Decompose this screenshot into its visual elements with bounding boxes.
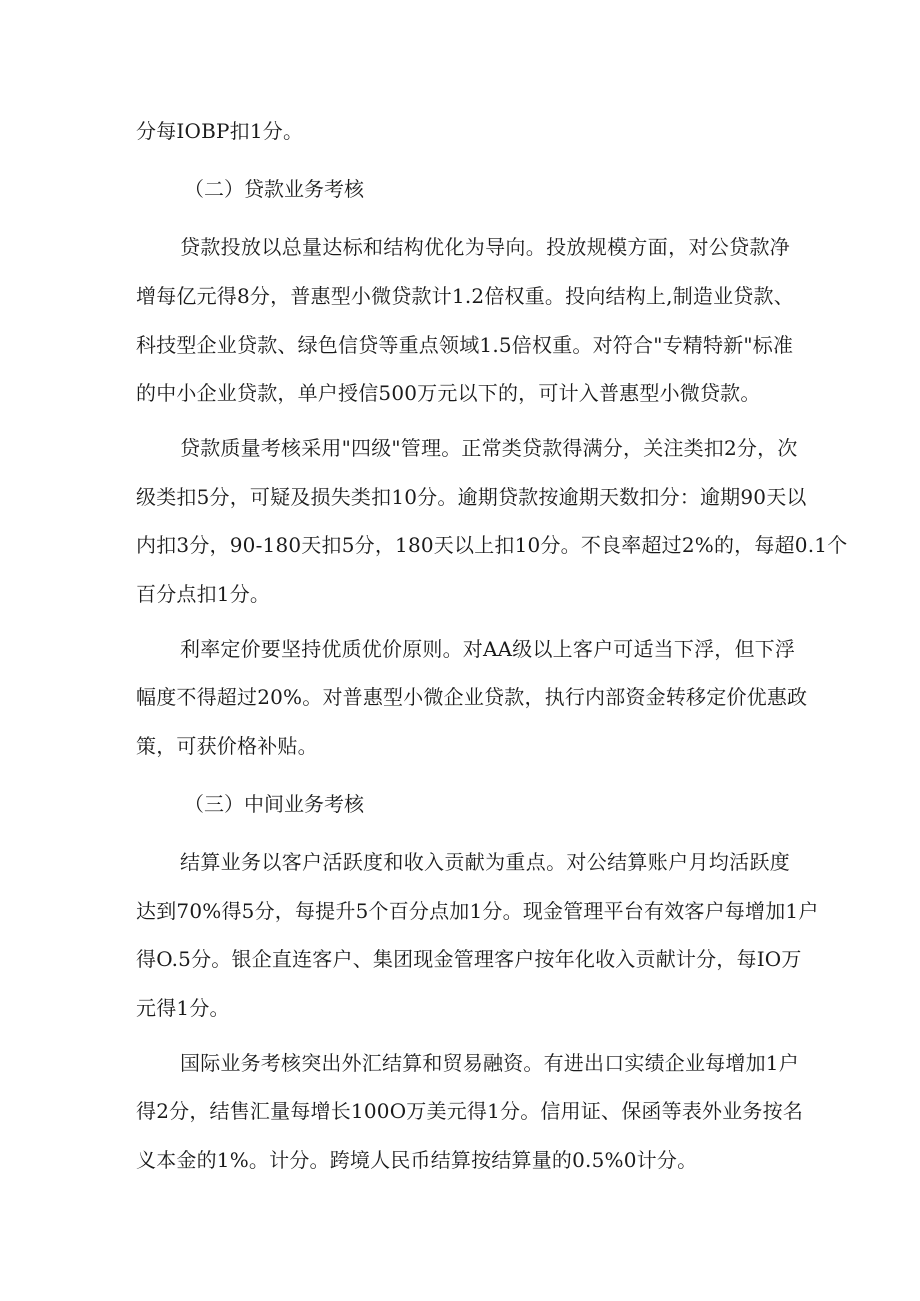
paragraph-line: 元得1分。 xyxy=(136,996,230,1020)
paragraph-line: 义本金的1%。计分。跨境人民币结算按结算量的0.5%0计分。 xyxy=(136,1148,698,1172)
paragraph-line: 结算业务以客户活跃度和收入贡献为重点。对公结算账户月均活跃度 xyxy=(180,850,790,874)
paragraph-line: 幅度不得超过20%。对普惠型小微企业贷款，执行内部资金转移定价优惠政 xyxy=(136,685,808,709)
paragraph-line: 内扣3分，90-180天扣5分，180天以上扣10分。不良率超过2%的，每超0.1个 xyxy=(136,533,848,557)
paragraph-line: 贷款投放以总量达标和结构优化为导向。投放规模方面，对公贷款净 xyxy=(180,235,790,259)
paragraph-line: 级类扣5分，可疑及损失类扣10分。逾期贷款按逾期天数扣分：逾期90天以 xyxy=(136,485,807,509)
paragraph-line: 达到70%得5分，每提升5个百分点加1分。现金管理平台有效客户每增加1户 xyxy=(136,899,819,923)
paragraph-line: 科技型企业贷款、绿色信贷等重点领域1.5倍权重。对符合"专精特新"标准 xyxy=(136,333,794,357)
section-heading: （三）中间业务考核 xyxy=(184,792,364,816)
paragraph-line: 增每亿元得8分，普惠型小微贷款计1.2倍权重。投向结构上,制造业贷款、 xyxy=(136,284,794,308)
paragraph-line: 贷款质量考核采用"四级"管理。正常类贷款得满分，关注类扣2分，次 xyxy=(180,436,798,460)
section-heading: （二）贷款业务考核 xyxy=(184,177,364,201)
paragraph-line: 利率定价要坚持优质优价原则。对AA级以上客户可适当下浮，但下浮 xyxy=(180,637,796,661)
paragraph-line: 国际业务考核突出外汇结算和贸易融资。有进出口实绩企业每增加1户 xyxy=(180,1051,799,1075)
paragraph-line: 百分点扣1分。 xyxy=(136,582,271,606)
paragraph-line: 的中小企业贷款，单户授信500万元以下的，可计入普惠型小微贷款。 xyxy=(136,381,761,405)
paragraph-line: 得2分，结售汇量每增长100O万美元得1分。信用证、保函等表外业务按名 xyxy=(136,1099,804,1123)
paragraph-line: 策，可获价格补贴。 xyxy=(136,734,318,758)
paragraph-line: 得O.5分。银企直连客户、集团现金管理客户按年化收入贡献计分，每IO万 xyxy=(136,947,802,971)
paragraph-line: 分每IOBP扣1分。 xyxy=(136,119,304,143)
